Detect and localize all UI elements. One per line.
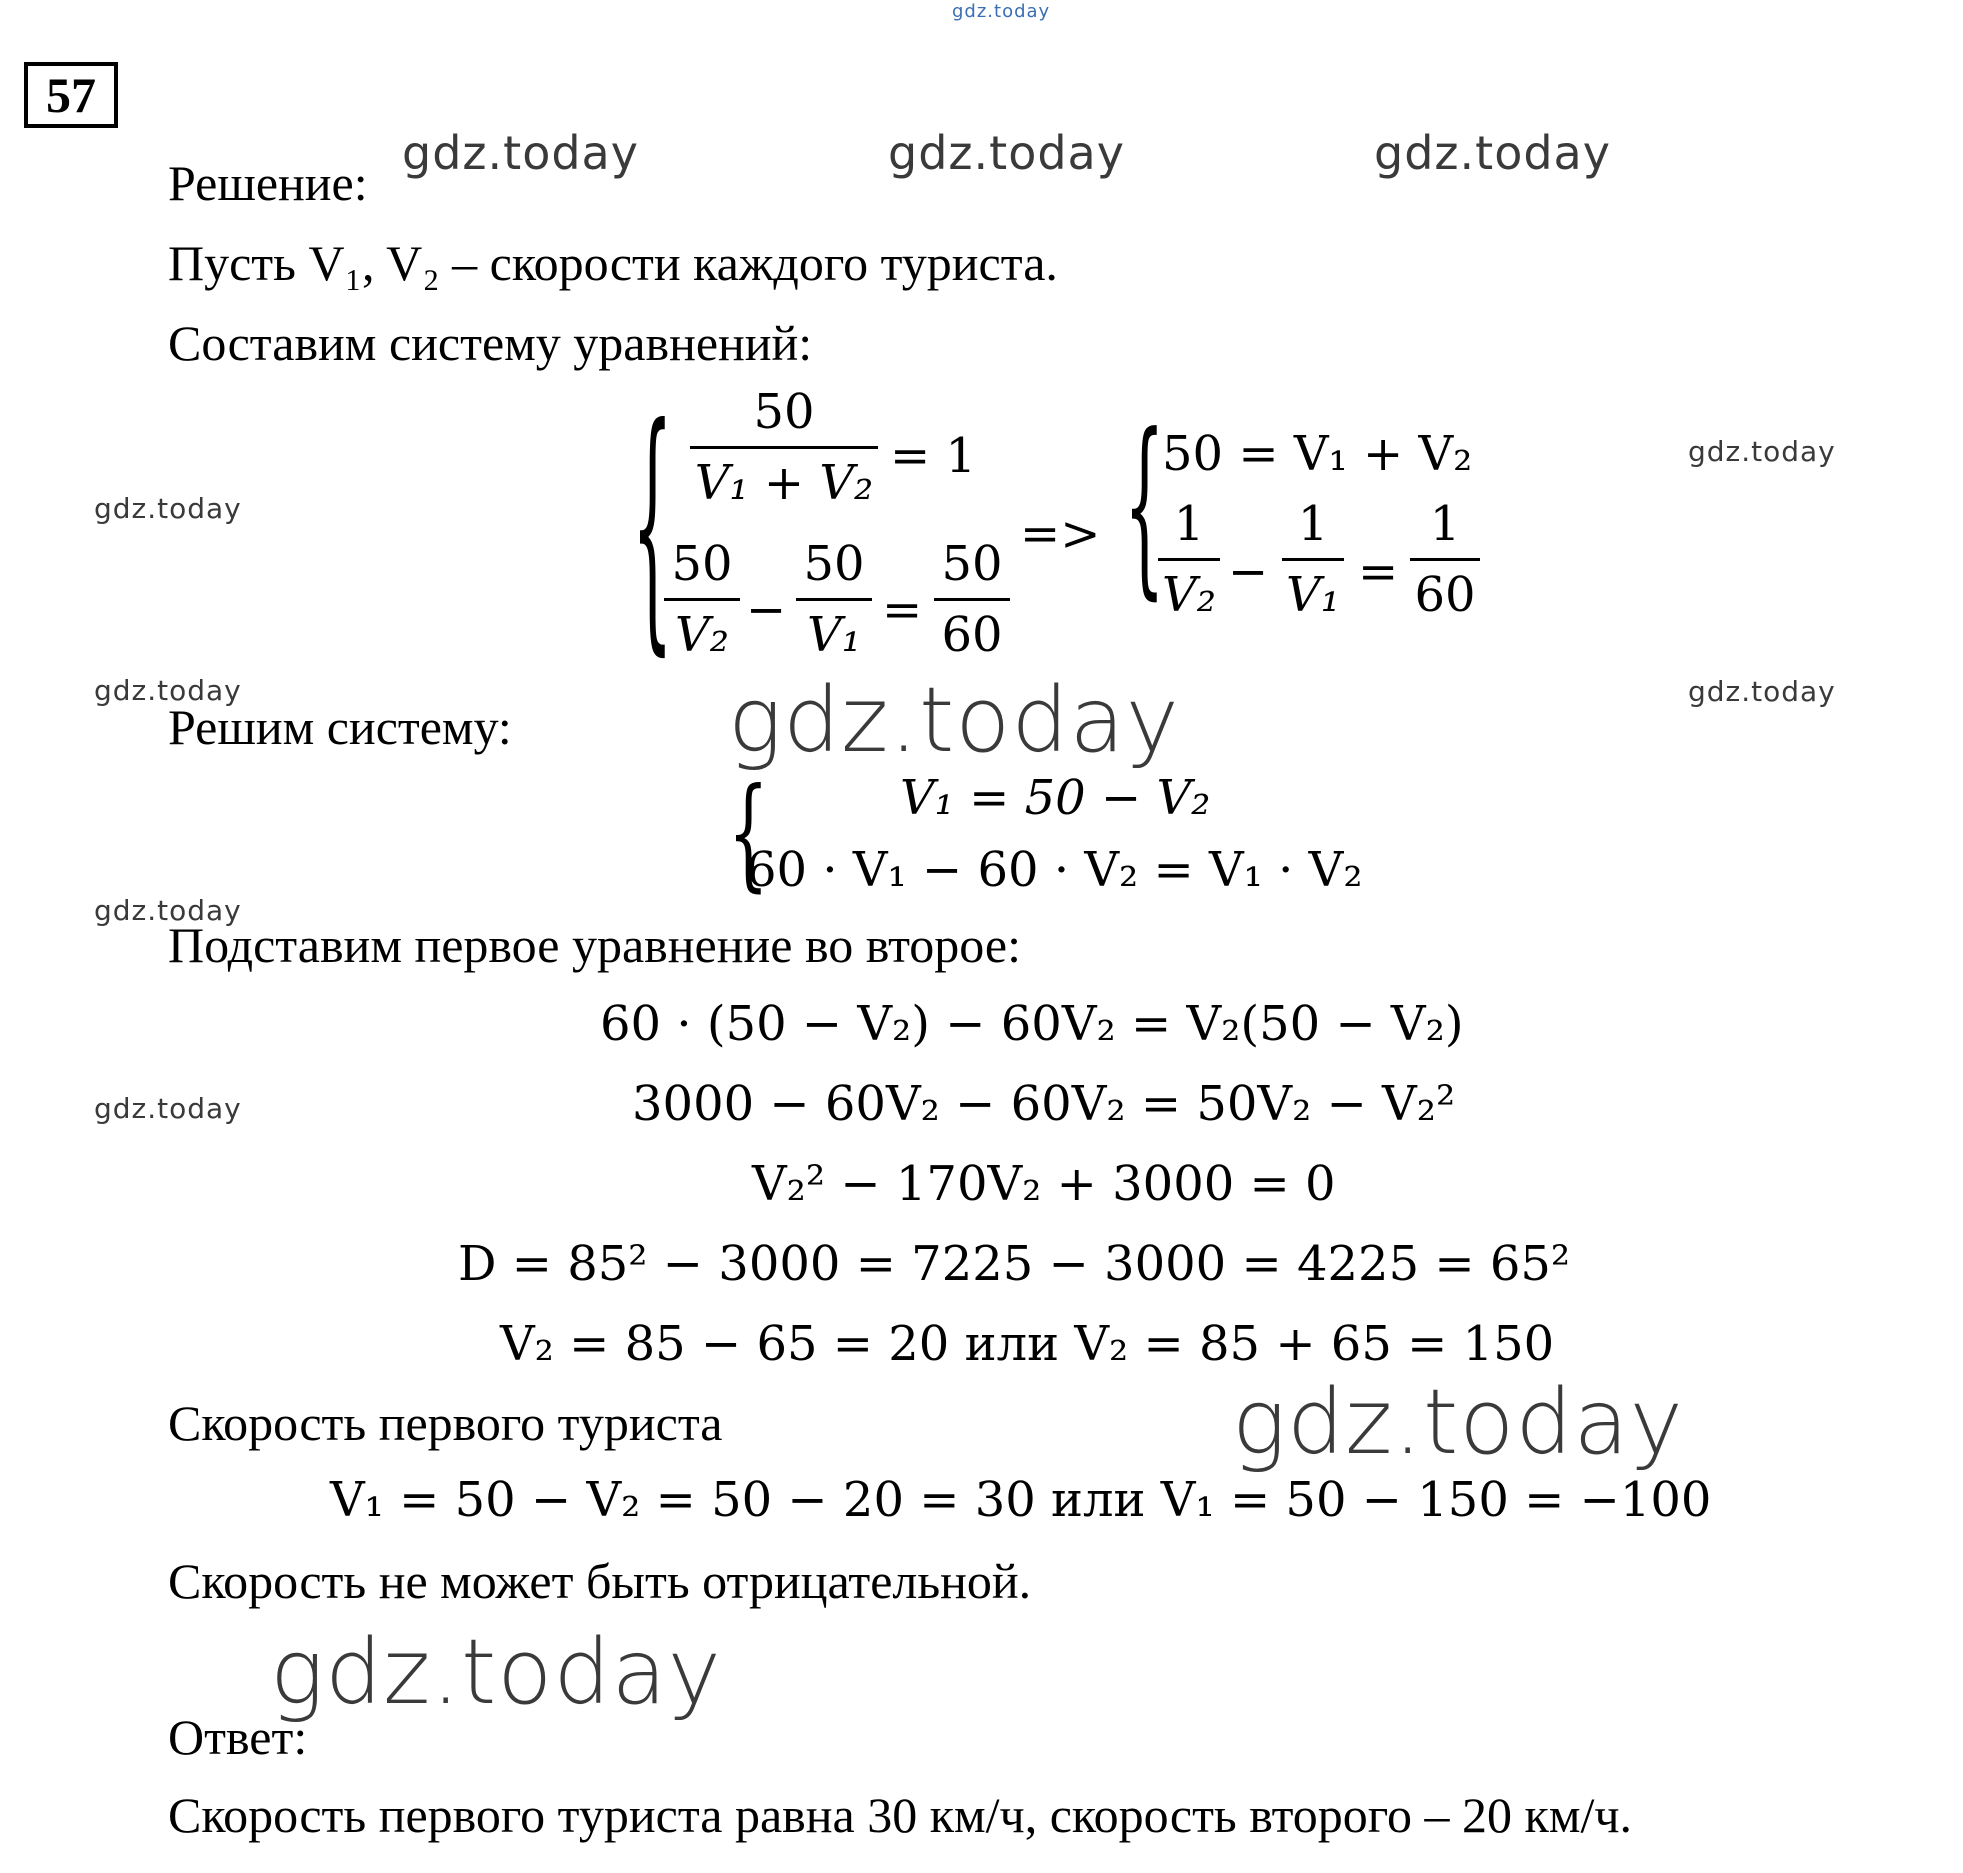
fraction-bar [796, 598, 872, 601]
denominator: 60 [1414, 567, 1476, 623]
cannot-negative-label: Скорость не может быть отрицательной. [168, 1553, 1032, 1609]
fraction-bar [1410, 558, 1480, 561]
fraction [664, 536, 740, 663]
denominator: V₂ [675, 607, 729, 663]
v1-line: V₁ = 50 − V₂ = 50 − 20 = 30 или V₁ = 50 − 150 = −100 [330, 1472, 1712, 1528]
numerator: 50 [671, 536, 733, 592]
fraction [796, 536, 872, 663]
denominator: 60 [941, 607, 1003, 663]
watermark: gdz.today [1232, 1370, 1684, 1475]
watermark: gdz.today [728, 668, 1180, 773]
numerator: 50 [803, 536, 865, 592]
watermark: gdz.today [1688, 435, 1836, 468]
operator: = [882, 582, 923, 638]
answer-label: Ответ: [168, 1709, 308, 1765]
fraction [1282, 496, 1344, 623]
fraction-bar [1282, 558, 1344, 561]
denominator: V₁ [807, 607, 861, 663]
denominator: V₂ [1162, 567, 1216, 623]
fraction-bar [934, 598, 1010, 601]
numerator: 1 [1173, 496, 1205, 552]
left-brace-icon: { [728, 764, 769, 906]
fraction [934, 536, 1010, 663]
solution-label: Решение: [168, 155, 368, 211]
fraction [690, 384, 878, 511]
fraction [1410, 496, 1480, 623]
substitute-label: Подставим первое уравнение во второе: [168, 917, 1021, 973]
step-line: 60 · (50 − V₂) − 60V₂ = V₂(50 − V₂) [600, 996, 1464, 1052]
numerator: 1 [1297, 496, 1329, 552]
operator: = [1358, 544, 1399, 600]
watermark: gdz.today [94, 492, 242, 525]
let-statement: Пусть V₁, V₂ – скорости каждого туриста. [168, 235, 1058, 291]
operator: − [1228, 544, 1269, 600]
numerator: 1 [1429, 496, 1461, 552]
left-brace-icon: { [1124, 397, 1165, 619]
implies-arrow: => [1020, 506, 1101, 562]
fraction-bar [664, 598, 740, 601]
numerator: 50 [941, 536, 1003, 592]
watermark: gdz.today [94, 894, 242, 927]
watermark: gdz.today [1374, 126, 1611, 180]
operator: − [746, 582, 787, 638]
step-line: V₂² − 170V₂ + 3000 = 0 [752, 1156, 1336, 1212]
denominator: V₁ [1286, 567, 1340, 623]
solve-label: Решим систему: [168, 699, 512, 755]
left-brace-icon: { [632, 377, 673, 681]
numerator: 50 [753, 384, 815, 440]
watermark: gdz.today [402, 126, 639, 180]
roots-line: V₂ = 85 − 65 = 20 или V₂ = 85 + 65 = 150 [500, 1316, 1555, 1372]
watermark: gdz.today [94, 674, 242, 707]
equation-line: V₁ = 50 − V₂ [900, 770, 1211, 826]
watermark: gdz.today [888, 126, 1125, 180]
denominator: V₁ + V₂ [694, 455, 874, 511]
step-line: 3000 − 60V₂ − 60V₂ = 50V₂ − V₂² [632, 1076, 1456, 1132]
watermark: gdz.today [94, 1092, 242, 1125]
equation-rhs: = 1 [890, 428, 977, 484]
equation-line: 50 = V₁ + V₂ [1162, 426, 1473, 482]
problem-number: 57 [24, 62, 118, 128]
watermark: gdz.today [270, 1620, 722, 1725]
fraction-bar [690, 446, 878, 449]
first-speed-label: Скорость первого туриста [168, 1395, 723, 1451]
discriminant-line: D = 85² − 3000 = 7225 − 3000 = 4225 = 65² [458, 1236, 1571, 1292]
watermark: gdz.today [1688, 675, 1836, 708]
watermark-top: gdz.today [952, 1, 1051, 22]
answer-text: Скорость первого туриста равна 30 км/ч, скорость второго – 20 км/ч. [168, 1787, 1633, 1843]
fraction-bar [1158, 558, 1220, 561]
fraction [1158, 496, 1220, 623]
compose-label: Составим систему уравнений: [168, 315, 813, 371]
equation-line: 60 · V₁ − 60 · V₂ = V₁ · V₂ [746, 842, 1363, 898]
